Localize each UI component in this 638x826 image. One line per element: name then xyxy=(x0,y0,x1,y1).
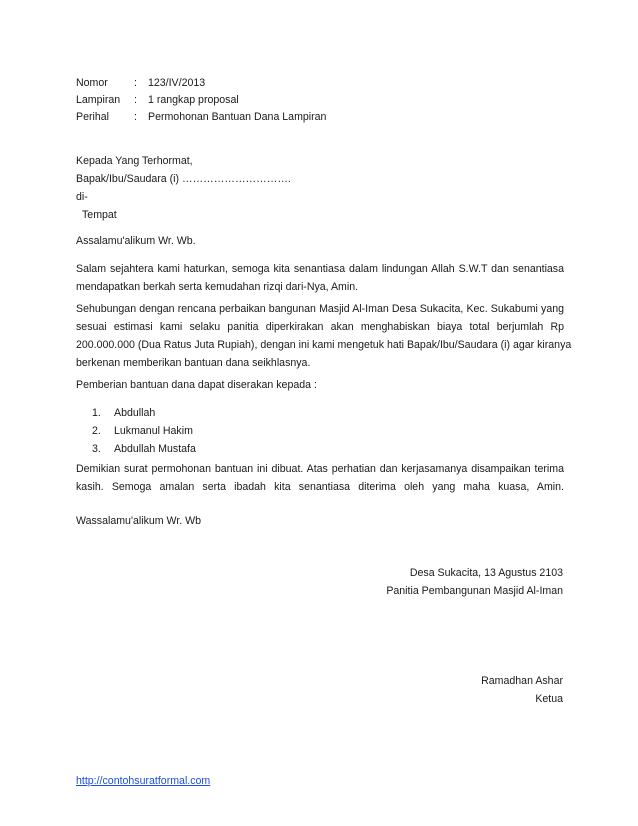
list-item xyxy=(92,442,196,460)
paragraph-recipients-intro xyxy=(76,378,564,396)
address-line: Tempat xyxy=(82,209,117,221)
header-row-lampiran xyxy=(76,93,326,110)
header-value: 1 rangkap proposal xyxy=(148,94,239,106)
paragraph-line: Pemberian bantuan dana dapat diserakan kepada : xyxy=(76,379,317,391)
header-row-nomor xyxy=(76,76,326,93)
letter-header xyxy=(76,76,326,127)
header-colon: : xyxy=(134,77,137,89)
paragraph-line: berkenan memberikan bantuan dana seikhlasnya. xyxy=(76,357,311,369)
signature-name: Ramadhan Ashar xyxy=(481,675,563,687)
signature-title: Ketua xyxy=(535,693,563,705)
header-colon: : xyxy=(134,111,137,123)
paragraph-purpose xyxy=(76,302,572,374)
list-number: 1. xyxy=(92,407,101,419)
list-item xyxy=(92,406,196,424)
header-label: Lampiran xyxy=(76,94,121,106)
paragraph-opening xyxy=(76,262,564,298)
list-item xyxy=(92,424,196,442)
recipient-address xyxy=(76,154,564,226)
address-line: Kepada Yang Terhormat, xyxy=(76,155,193,167)
list-number: 3. xyxy=(92,443,101,455)
header-colon: : xyxy=(134,94,137,106)
header-label: Perihal xyxy=(76,111,109,123)
paragraph-line: kasih. Semoga amalan serta ibadah kita senantiasa diterima oleh yang maha kuasa, Amin. xyxy=(76,481,564,493)
header-label: Nomor xyxy=(76,77,108,89)
list-name: Abdullah Mustafa xyxy=(114,443,196,455)
paragraph-line: 200.000.000 (Dua Ratus Juta Rupiah), dengan ini kami mengetuk hati Bapak/Ibu/Saudara (i) agar kiranya xyxy=(76,339,572,351)
header-value: 123/IV/2013 xyxy=(148,77,206,89)
footer-website-link[interactable]: http://contohsuratformal.com xyxy=(76,775,211,787)
signature-place-date: Desa Sukacita, 13 Agustus 2103 xyxy=(409,567,563,579)
paragraph-line: sesuai estimasi kami selaku panitia diperkirakan akan menghabiskan biaya total berjumlah Rp xyxy=(76,321,564,333)
paragraph-closing xyxy=(76,462,564,498)
closing-text: Wassalamu'alikum Wr. Wb xyxy=(76,515,202,527)
greeting xyxy=(76,234,564,252)
recipients-list xyxy=(92,406,196,460)
address-line: Bapak/Ibu/Saudara (i) …………………………. xyxy=(76,173,291,185)
greeting-text: Assalamu'alikum Wr. Wb. xyxy=(76,235,196,247)
header-value: Permohonan Bantuan Dana Lampiran xyxy=(148,111,327,123)
list-name: Abdullah xyxy=(114,407,156,419)
paragraph-line: mendapatkan berkah serta kemudahan rizqi dari-Nya, Amin. xyxy=(76,281,359,293)
list-number: 2. xyxy=(92,425,101,437)
paragraph-line: Sehubungan dengan rencana perbaikan bangunan Masjid Al-Iman Desa Sukacita, Kec. Sukabumi yang xyxy=(76,303,564,315)
closing-salutation xyxy=(76,514,564,532)
signature-committee: Panitia Pembangunan Masjid Al-Iman xyxy=(386,585,563,597)
list-name: Lukmanul Hakim xyxy=(114,425,193,437)
paragraph-line: Salam sejahtera kami haturkan, semoga kita senantiasa dalam lindungan Allah S.W.T dan senantiasa xyxy=(76,263,564,275)
header-row-perihal xyxy=(76,110,326,127)
paragraph-line: Demikian surat permohonan bantuan ini dibuat. Atas perhatian dan kerjasamanya disampaikan terima xyxy=(76,463,564,475)
address-line: di- xyxy=(76,191,88,203)
